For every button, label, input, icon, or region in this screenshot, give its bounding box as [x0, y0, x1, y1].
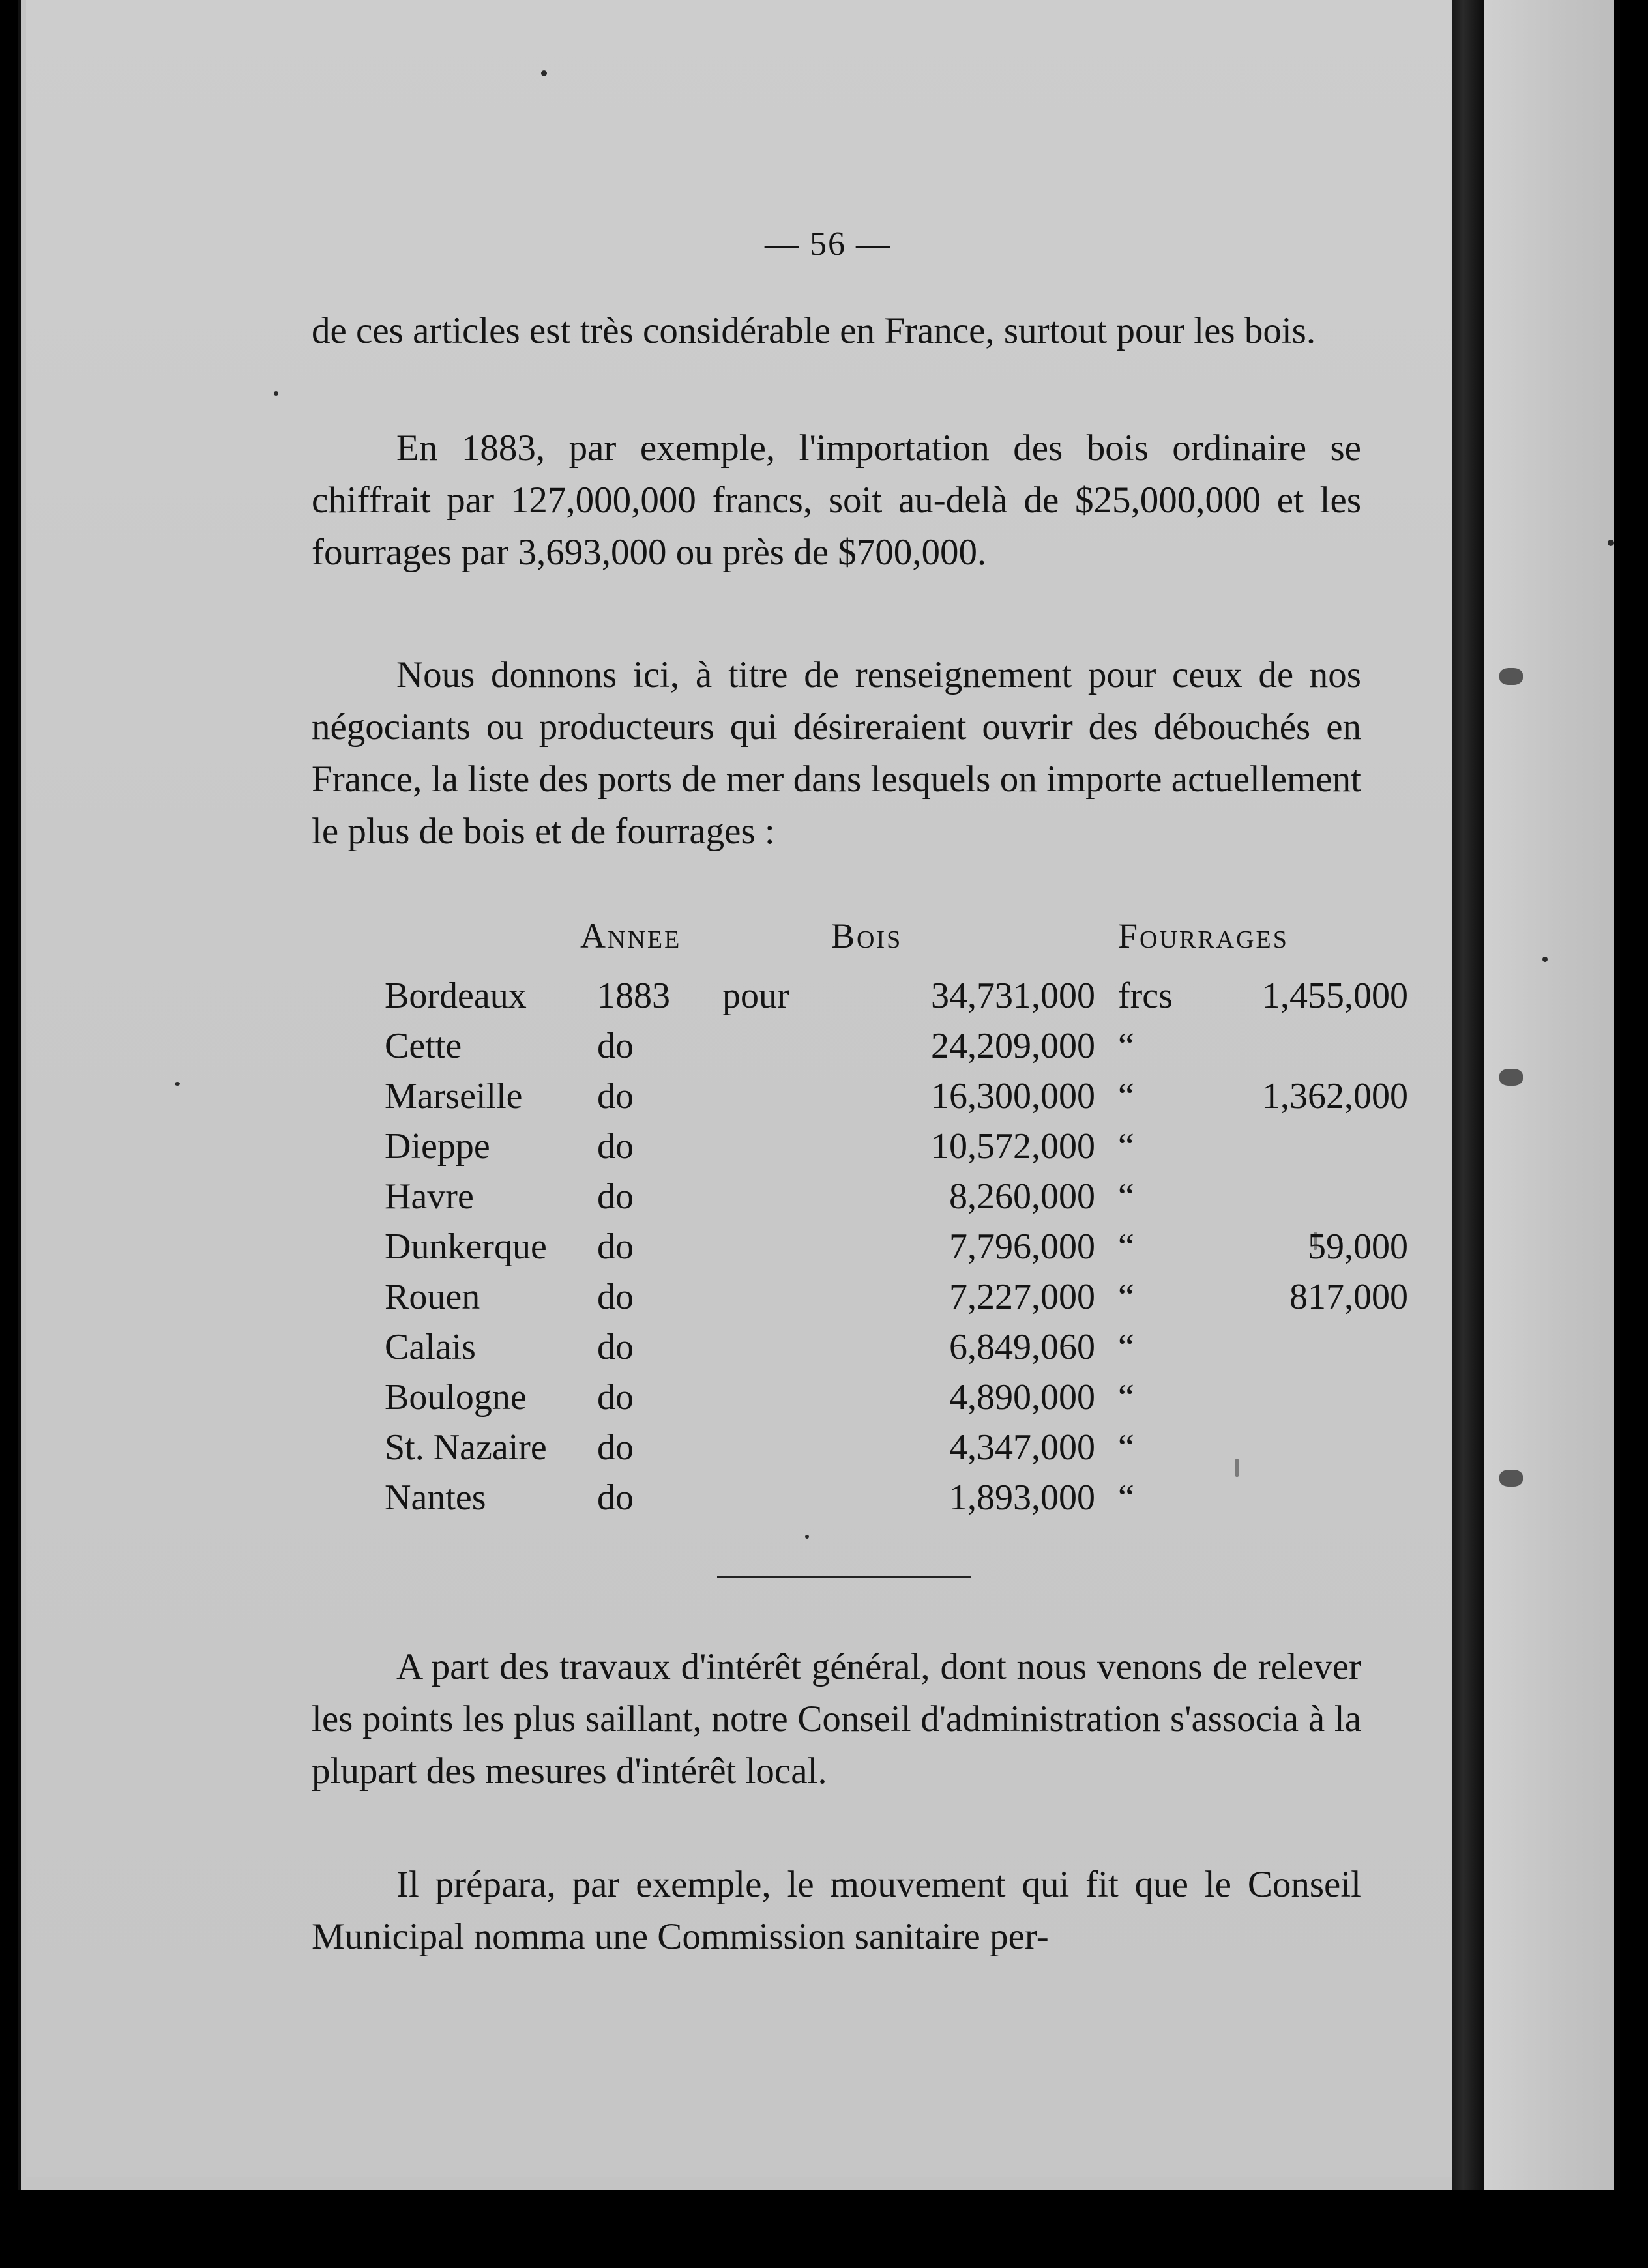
year-cell: do	[597, 1227, 634, 1267]
fodder-value: 59,000	[1308, 1227, 1408, 1267]
port-name: Marseille	[385, 1076, 523, 1116]
column-header-year: Annee	[580, 916, 682, 955]
table-row	[385, 1222, 1408, 1272]
unit-cell: “	[1118, 1277, 1134, 1317]
port-name: Dieppe	[385, 1126, 490, 1167]
ink-speck	[1608, 540, 1614, 546]
book-gutter	[1452, 0, 1484, 2190]
year-cell: do	[597, 1477, 634, 1518]
year-cell: do	[597, 1427, 634, 1468]
wood-value: 4,347,000	[949, 1427, 1095, 1468]
fodder-value: 1,362,000	[1262, 1076, 1408, 1116]
year-cell: do	[597, 1377, 634, 1418]
year-cell: do	[597, 1026, 634, 1066]
year-cell: do	[597, 1076, 634, 1116]
wood-value: 8,260,000	[949, 1176, 1095, 1217]
port-name: Nantes	[385, 1477, 486, 1518]
ink-speck	[541, 70, 547, 76]
port-name: Dunkerque	[385, 1227, 547, 1267]
pour-label: pour	[722, 976, 789, 1016]
ink-speck	[175, 1082, 180, 1086]
table-row	[385, 1021, 1349, 1071]
wood-value: 24,209,000	[931, 1026, 1095, 1066]
wood-value: 7,796,000	[949, 1227, 1095, 1267]
unit-cell: “	[1118, 1026, 1134, 1066]
binding-notch	[1499, 1069, 1523, 1086]
wood-value: 7,227,000	[949, 1277, 1095, 1317]
paragraph-text: Nous donnons ici, à titre de renseignement pour ceux de nos négociants ou producteurs qui désireraient ouvrir des débouchés en France, la liste des ports de mer dans lesquels on importe actuellement le plus de bois et de fourrages :	[312, 654, 1361, 852]
port-name: St. Nazaire	[385, 1427, 547, 1468]
year-cell: do	[597, 1277, 634, 1317]
unit-cell: frcs	[1118, 976, 1173, 1016]
unit-cell: “	[1118, 1227, 1134, 1267]
wood-value: 16,300,000	[931, 1076, 1095, 1116]
ink-speck	[274, 391, 278, 396]
paragraph-text: En 1883, par exemple, l'importation des bois ordinaire se chiffrait par 127,000,000 francs, soit au-delà de $25,000,000 et les fourrages par 3,693,000 ou près de $700,000.	[312, 428, 1361, 573]
binding-notch	[1499, 1470, 1523, 1487]
table-row	[385, 971, 1408, 1021]
port-name: Cette	[385, 1026, 462, 1066]
paragraph-sanitary-commission	[312, 1859, 1361, 1963]
port-name: Rouen	[385, 1277, 480, 1317]
ink-speck	[805, 1535, 809, 1539]
table-row	[385, 1373, 1349, 1423]
paragraph-text: A part des travaux d'intérêt général, dont nous venons de relever les points les plus saillant, notre Conseil d'administration s'associa à la plupart des mesures d'intérêt local.	[312, 1646, 1361, 1792]
adjacent-page-edge	[1484, 0, 1614, 2190]
section-divider	[717, 1576, 971, 1578]
table-row	[385, 1423, 1349, 1473]
ports-import-table	[385, 971, 1408, 1523]
paragraph-text: Il prépara, par exemple, le mouvement qui fit que le Conseil Municipal nomma une Commission sanitaire per-	[312, 1864, 1361, 1957]
year-cell: do	[597, 1176, 634, 1217]
table-row	[385, 1071, 1408, 1122]
scan-border	[1614, 0, 1648, 2268]
fodder-value: 817,000	[1289, 1277, 1408, 1317]
port-name: Havre	[385, 1176, 474, 1217]
wood-value: 4,890,000	[949, 1377, 1095, 1418]
unit-cell: “	[1118, 1126, 1134, 1167]
paragraph-text: de ces articles est très considérable en France, surtout pour les bois.	[312, 310, 1316, 351]
port-name: Calais	[385, 1327, 476, 1367]
paragraph-ports-intro	[312, 649, 1361, 858]
unit-cell: “	[1118, 1427, 1134, 1468]
column-header-wood: Bois	[831, 916, 903, 955]
page-number: — 56 —	[765, 225, 891, 263]
port-name: Boulogne	[385, 1377, 527, 1418]
year-cell: do	[597, 1126, 634, 1167]
paragraph-continuation	[312, 305, 1361, 357]
table-row	[385, 1322, 1349, 1373]
wood-value: 1,893,000	[949, 1477, 1095, 1518]
year-cell: 1883	[597, 976, 670, 1016]
paragraph-council-measures	[312, 1641, 1361, 1797]
scan-border	[0, 2190, 1648, 2268]
table-row	[385, 1172, 1349, 1222]
wood-value: 34,731,000	[931, 976, 1095, 1016]
year-cell: do	[597, 1327, 634, 1367]
unit-cell: “	[1118, 1477, 1134, 1518]
paragraph-import-figures	[312, 422, 1361, 579]
fodder-value: 1,455,000	[1262, 976, 1408, 1016]
unit-cell: “	[1118, 1377, 1134, 1418]
table-row	[385, 1473, 1349, 1523]
unit-cell: “	[1118, 1076, 1134, 1116]
port-name: Bordeaux	[385, 976, 527, 1016]
column-header-fodder: Fourrages	[1118, 916, 1289, 955]
wood-value: 10,572,000	[931, 1126, 1095, 1167]
unit-cell: “	[1118, 1176, 1134, 1217]
table-row	[385, 1272, 1408, 1322]
table-row	[385, 1122, 1349, 1172]
wood-value: 6,849,060	[949, 1327, 1095, 1367]
ink-speck	[1542, 957, 1548, 962]
unit-cell: “	[1118, 1327, 1134, 1367]
binding-notch	[1499, 668, 1523, 685]
